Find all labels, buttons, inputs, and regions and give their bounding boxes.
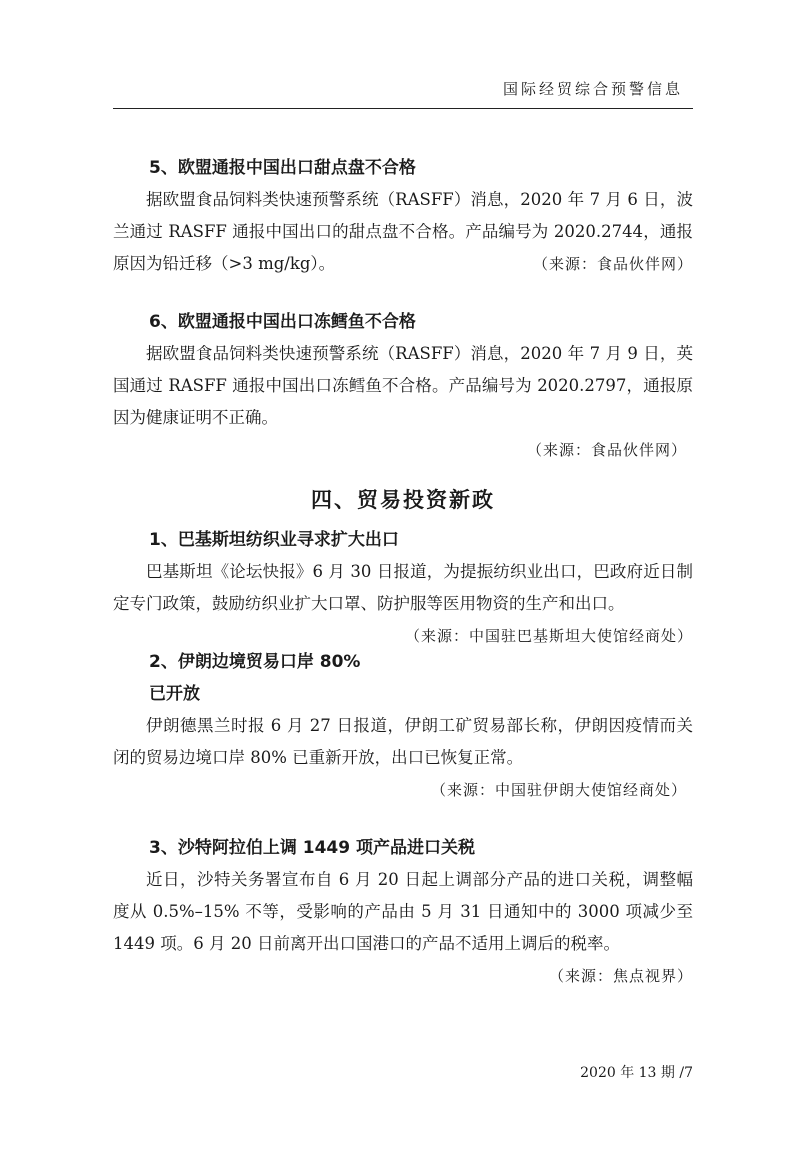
news-item-source: （来源：中国驻伊朗大使馆经商处） (430, 781, 687, 799)
news-item-5 (113, 152, 693, 280)
news-item-title: 1、巴基斯坦纺织业寻求扩大出口 (149, 530, 399, 550)
news-item-source: （来源：食品伙伴网） (532, 255, 693, 273)
news-item-source: （来源：中国驻巴基斯坦大使馆经商处） (404, 627, 693, 645)
policy-item-3 (113, 832, 693, 985)
news-item-title: 5、欧盟通报中国出口甜点盘不合格 (149, 158, 416, 178)
news-item-title: 3、沙特阿拉伯上调 1449 项产品进口关税 (149, 838, 475, 858)
news-item-body: 近日，沙特关务署宣布自 6 月 20 日起上调部分产品的进口关税，调整幅度从 0.5%–15% 不等，受影响的产品由 5 月 31 日通知中的 3000 项减少至 1449 项。6 月 20 日前离开出口国港口的产品不适用上调后的税率。 （来源：焦点视界） (113, 864, 693, 960)
header-title: 国际经贸综合预警信息 (502, 80, 683, 98)
news-item-body: 据欧盟食品饲料类快速预警系统（RASFF）消息，2020 年 7 月 6 日，波兰通过 RASFF 通报中国出口的甜点盘不合格。产品编号为 2020.2744，通报原因为铅迁移（>3 mg/kg）。 （来源：食品伙伴网） (113, 184, 693, 280)
news-item-6 (113, 306, 693, 466)
news-item-body: 据欧盟食品饲料类快速预警系统（RASFF）消息，2020 年 7 月 9 日，英国通过 RASFF 通报中国出口冻鳕鱼不合格。产品编号为 2020.2797，通报原因为健康证明不正确。 (113, 344, 693, 427)
news-item-source: （来源：食品伙伴网） (526, 441, 687, 459)
news-item-body: 伊朗德黑兰时报 6 月 27 日报道，伊朗工矿贸易部长称，伊朗因疫情而关闭的贸易边境口岸 80% 已重新开放，出口已恢复正常。 (113, 716, 693, 767)
page-header (113, 72, 693, 109)
section-heading: 四、贸易投资新政 (311, 488, 495, 512)
news-item-title: 2、伊朗边境贸易口岸 80% 已开放 (149, 652, 361, 704)
news-item-source: （来源：焦点视界） (548, 967, 693, 985)
news-item-title: 6、欧盟通报中国出口冻鳕鱼不合格 (149, 312, 416, 332)
policy-item-1 (113, 524, 693, 645)
policy-item-2 (113, 646, 693, 806)
article-content (113, 152, 693, 992)
page-footer: 2020 年 13 期 /7 (580, 1065, 693, 1081)
news-item-body: 巴基斯坦《论坛快报》6 月 30 日报道，为提振纺织业出口，巴政府近日制定专门政策，鼓励纺织业扩大口罩、防护服等医用物资的生产和出口。 （来源：中国驻巴基斯坦大使馆经商处） (113, 556, 693, 620)
